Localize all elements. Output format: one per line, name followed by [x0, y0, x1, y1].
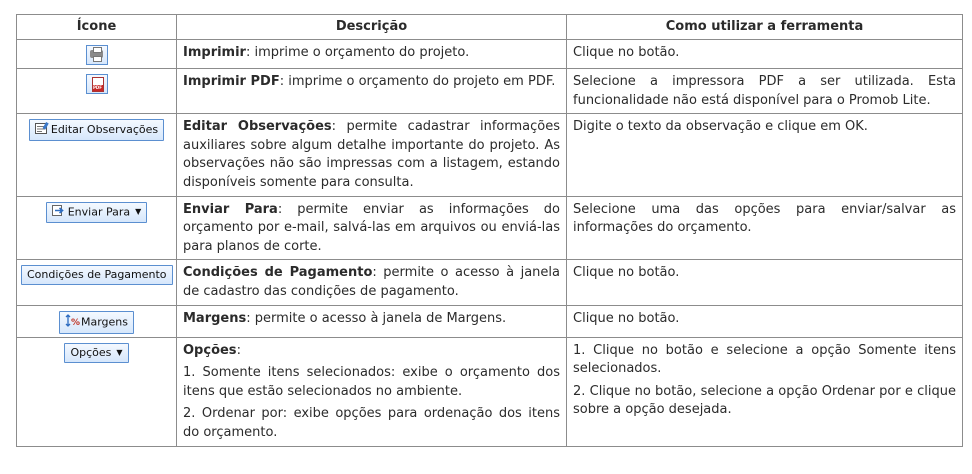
option-item: 2. Ordenar por: exibe opções para ordenação dos itens do orçamento.: [183, 406, 560, 440]
row-description: : imprime o orçamento do projeto.: [245, 45, 470, 60]
row-title: Opções: [183, 342, 237, 358]
row-description: : permite o acesso à janela de cadastro das condições de pagamento.: [183, 265, 560, 299]
usage-text: Selecione uma das opções para enviar/salvar as informações do orçamento.: [573, 201, 956, 236]
table-row: [17, 196, 963, 260]
row-title: Margens: [183, 310, 247, 326]
table-row: [17, 260, 963, 305]
row-title: Editar Observações: [183, 119, 332, 135]
print-pdf-button[interactable]: [86, 74, 108, 94]
tools-table: [16, 14, 963, 447]
row-description: : permite enviar as informações do orçamento por e-mail, salvá-las em arquivos ou enviá-las para planos de corte.: [183, 201, 560, 254]
margins-label: Margens: [80, 315, 128, 329]
row-title: Imprimir PDF: [183, 74, 280, 89]
edit-notes-label: Editar Observações: [50, 123, 159, 137]
payment-conditions-label: Condições de Pagamento: [27, 268, 167, 282]
margins-icon: [65, 314, 81, 331]
print-button[interactable]: [86, 45, 108, 65]
send-to-button[interactable]: [46, 202, 148, 223]
printer-icon: [90, 50, 103, 58]
table-header-row: [17, 15, 963, 40]
header-description: Descrição: [177, 15, 567, 40]
options-label: Opções: [70, 345, 112, 359]
table-row: [17, 40, 963, 69]
row-title: Enviar Para: [183, 201, 278, 217]
table-row: [17, 305, 963, 337]
usage-text: 1. Clique no botão e selecione a opção Somente itens selecionados.: [573, 342, 956, 377]
send-icon: [52, 205, 65, 220]
usage-text: Clique no botão.: [573, 45, 680, 60]
header-usage: Como utilizar a ferramenta: [567, 15, 963, 40]
table-row: [17, 69, 963, 114]
payment-conditions-button[interactable]: [21, 265, 173, 285]
row-title: Condições de Pagamento: [183, 265, 373, 281]
usage-text: 2. Clique no botão, selecione a opção Ordenar por e clique sobre a opção desejada.: [573, 383, 956, 418]
notes-icon: [35, 122, 48, 138]
usage-text: Digite o texto da observação e clique em OK.: [573, 119, 868, 135]
usage-text: Selecione a impressora PDF a ser utilizada. Esta funcionalidade não está disponível para o Promob Lite.: [573, 74, 956, 108]
row-description: : imprime o orçamento do projeto em PDF.: [279, 74, 556, 89]
table-row: [17, 337, 963, 446]
row-description: :: [236, 342, 241, 358]
usage-text: Clique no botão.: [573, 265, 680, 281]
margins-button[interactable]: [59, 311, 134, 334]
svg-text:%: %: [70, 317, 81, 328]
edit-notes-button[interactable]: [29, 119, 164, 141]
row-title: Imprimir: [183, 45, 246, 60]
table-row: [17, 114, 963, 196]
send-to-label: Enviar Para: [67, 205, 131, 219]
chevron-down-icon: ▼: [135, 207, 142, 217]
chevron-down-icon: ▼: [116, 347, 123, 357]
row-description: : permite o acesso à janela de Margens.: [246, 310, 507, 326]
row-description: : permite cadastrar informações auxiliares sobre algum detalhe importante do projeto. As observações não são impressas com a listagem, estando disponíveis somente para consulta.: [183, 119, 560, 190]
usage-text: Clique no botão.: [573, 310, 680, 326]
options-button[interactable]: [64, 343, 128, 363]
header-icon: Ícone: [17, 15, 177, 40]
option-item: 1. Somente itens selecionados: exibe o orçamento dos itens que estão selecionados no ambiente.: [183, 365, 560, 399]
pdf-icon: PDF: [92, 77, 104, 92]
